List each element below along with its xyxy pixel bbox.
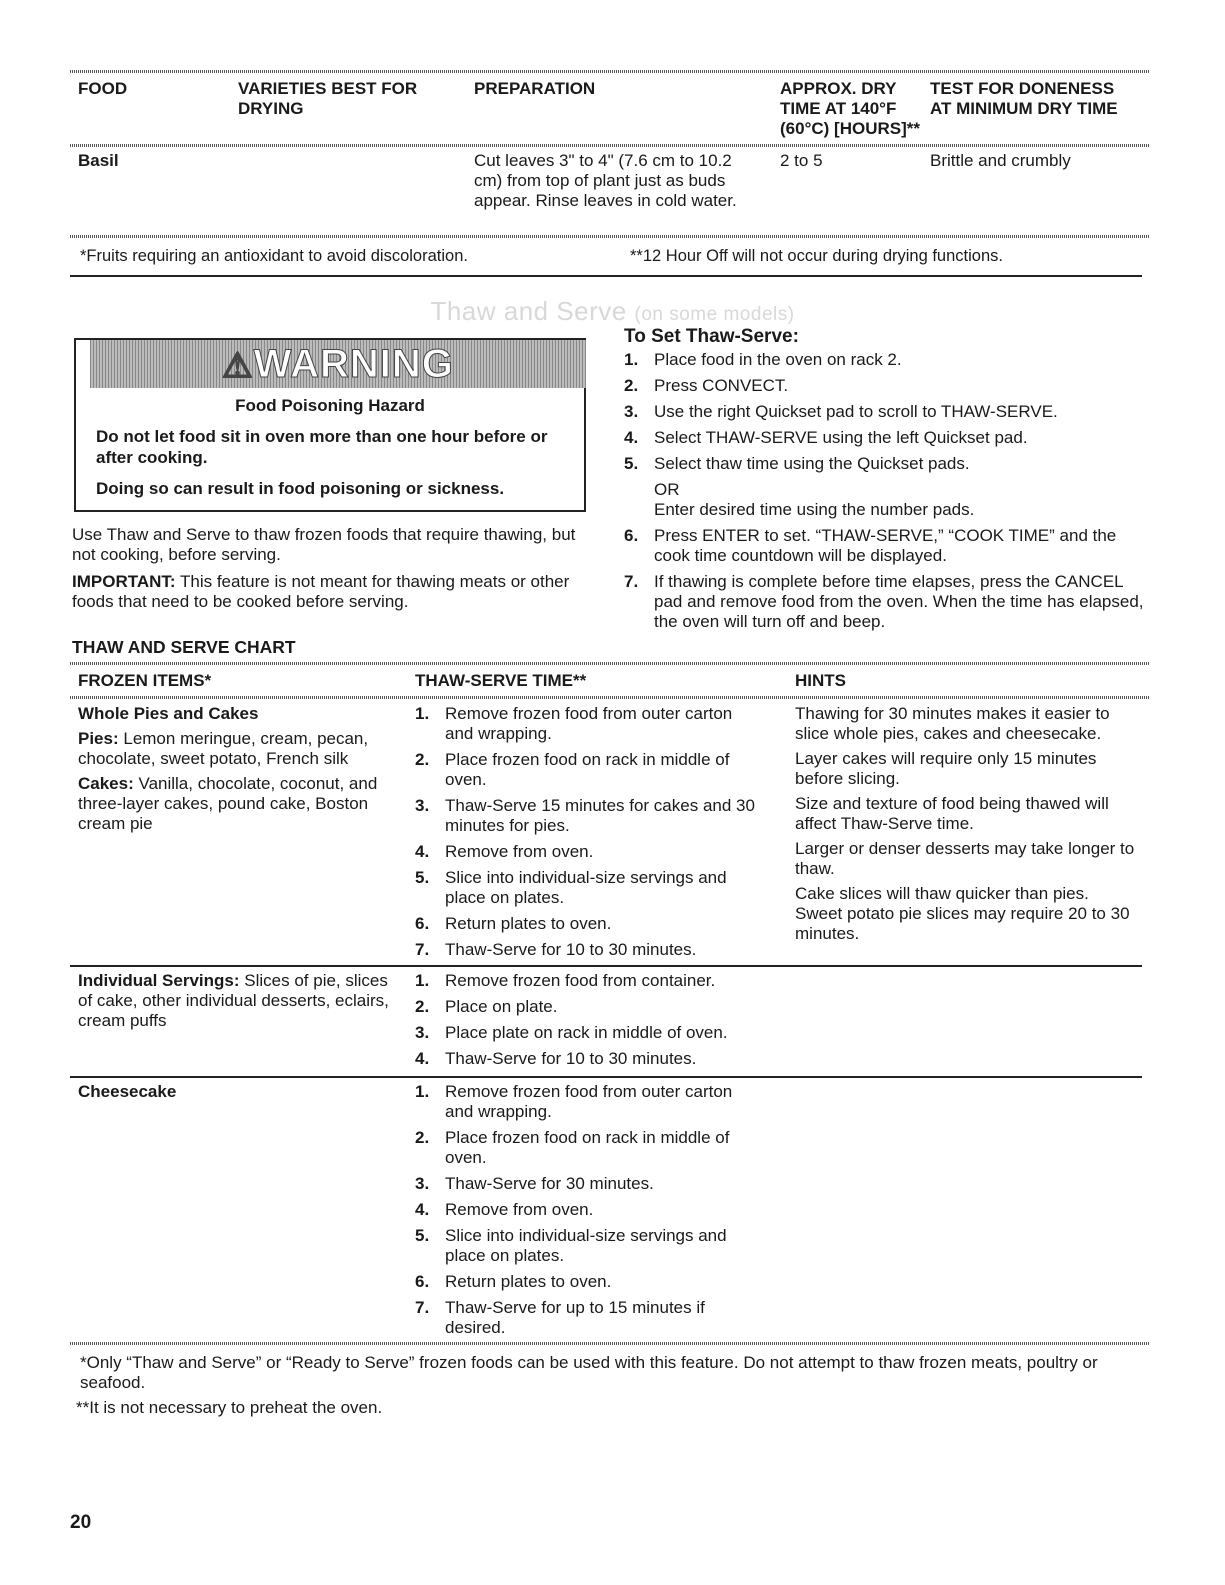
section-title: [0, 296, 1225, 327]
step-text: Remove from oven.: [445, 1200, 594, 1219]
set-step: [624, 350, 1144, 370]
step-text: Thaw-Serve for up to 15 minutes if desired.: [445, 1298, 705, 1337]
chart-step: [415, 914, 760, 934]
chart-step: [415, 1200, 760, 1220]
chart-step: [415, 750, 760, 790]
hint: Thawing for 30 minutes makes it easier to slice whole pies, cakes and cheesecake.: [795, 704, 1110, 743]
step-text: Return plates to oven.: [445, 914, 612, 933]
dry-header-time-l2: TIME AT 140°F: [780, 99, 897, 118]
chart-top-rule: [70, 662, 1150, 665]
step-number: 5.: [415, 1226, 430, 1245]
step-number: 1.: [415, 971, 430, 990]
item-label: Individual Servings:: [78, 971, 240, 990]
chart-footnote-2: **It is not necessary to preheat the oven.: [76, 1398, 383, 1417]
step-number: 3.: [624, 402, 639, 421]
dry-header-time-l1: APPROX. DRY: [780, 79, 897, 98]
set-step: [624, 572, 1144, 632]
step-number: 7.: [415, 940, 430, 959]
set-thaw-section: [624, 326, 1144, 638]
chart-row-3-item: Cheesecake: [78, 1082, 177, 1101]
warning-word: WARNING: [253, 342, 454, 386]
step-alt: Enter desired time using the number pads.: [654, 500, 975, 519]
chart-step: [415, 1023, 760, 1043]
step-number: 6.: [415, 914, 430, 933]
step-text: Thaw-Serve 15 minutes for cakes and 30 minutes for pies.: [445, 796, 755, 835]
step-number: 1.: [415, 1082, 430, 1101]
chart-bottom-rule: [70, 1342, 1150, 1345]
warning-line2: Doing so can result in food poisoning or sickness.: [96, 479, 505, 498]
chart-header-items: FROZEN ITEMS*: [78, 671, 212, 690]
step-number: 2.: [415, 750, 430, 769]
page-number: 20: [70, 1512, 92, 1533]
step-text: Use the right Quickset pad to scroll to THAW-SERVE.: [654, 402, 1058, 421]
chart-row-1-hints: [795, 704, 1140, 949]
step-text: Remove frozen food from container.: [445, 971, 716, 990]
chart-step: [415, 842, 760, 862]
item-text: Lemon meringue, cream, pecan, chocolate, sweet potato, French silk: [78, 729, 369, 768]
warning-hazard: Food Poisoning Hazard: [235, 396, 425, 415]
step-text: Return plates to oven.: [445, 1272, 612, 1291]
chart-row-3-steps: [415, 1082, 760, 1344]
dry-header-time-l3: (60°C) [HOURS]**: [780, 119, 920, 138]
dry-header-varieties: [238, 79, 417, 119]
section-title-sub: (on some models): [634, 304, 795, 325]
step-text: Press ENTER to set. “THAW-SERVE,” “COOK TIME” and the cook time countdown will be displayed.: [654, 526, 1117, 565]
dry-header-preparation: PREPARATION: [474, 79, 596, 98]
section-title-main: Thaw and Serve: [430, 296, 627, 326]
step-number: 3.: [415, 796, 430, 815]
dry-row-food: Basil: [78, 151, 119, 170]
important-text: This feature is not meant for thawing meats or other foods that need to be cooked before serving.: [72, 572, 570, 611]
step-number: 1.: [624, 350, 639, 369]
step-number: 5.: [415, 868, 430, 887]
step-number: 7.: [415, 1298, 430, 1317]
item-label: Cakes:: [78, 774, 134, 793]
item-label: Pies:: [78, 729, 119, 748]
dry-header-food: FOOD: [78, 79, 128, 98]
chart-step: [415, 997, 760, 1017]
step-text: Thaw-Serve for 30 minutes.: [445, 1174, 654, 1193]
step-number: 2.: [415, 1128, 430, 1147]
step-text: Remove frozen food from outer carton and wrapping.: [445, 1082, 733, 1121]
item-line: [78, 774, 403, 834]
chart-row-2-steps: [415, 971, 760, 1075]
chart-step: [415, 1049, 760, 1069]
dry-header-time: [780, 79, 920, 139]
dry-header-varieties-l1: VARIETIES BEST FOR: [238, 79, 418, 98]
chart-step: [415, 1226, 760, 1266]
set-thaw-heading: To Set Thaw-Serve:: [624, 326, 799, 347]
step-text: Slice into individual-size servings and place on plates.: [445, 868, 727, 907]
step-text: Slice into individual-size servings and place on plates.: [445, 1226, 727, 1265]
step-text: If thawing is complete before time elapses, press the CANCEL pad and remove food from the oven. When the time has elapsed, the oven will turn off and beep.: [654, 572, 1144, 631]
table-header-rule: [70, 144, 1150, 147]
hint: Layer cakes will require only 15 minutes before slicing.: [795, 749, 1097, 788]
step-text: Remove from oven.: [445, 842, 594, 861]
dry-row-preparation: Cut leaves 3" to 4" (7.6 cm to 10.2 cm) from top of plant just as buds appear. Rinse leaves in cold water.: [474, 151, 737, 210]
warning-line1: Do not let food sit in oven more than one hour before or after cooking.: [96, 427, 548, 467]
set-step: [624, 402, 1144, 422]
step-text: Select thaw time using the Quickset pads.: [654, 454, 970, 473]
item-text: Vanilla, chocolate, coconut, and three-layer cakes, pound cake, Boston cream pie: [78, 774, 378, 833]
chart-step: [415, 1128, 760, 1168]
chart-footnote-1: *Only “Thaw and Serve” or “Ready to Serve” frozen foods can be used with this feature. Do not attempt to thaw frozen meats, poultry or seafood.: [80, 1353, 1098, 1392]
step-number: 2.: [624, 376, 639, 395]
step-text: Place food in the oven on rack 2.: [654, 350, 902, 369]
set-step: [624, 454, 1144, 520]
section-divider: [70, 275, 1142, 277]
dry-header-test-l2: AT MINIMUM DRY TIME: [930, 99, 1118, 118]
step-number: 4.: [415, 1200, 430, 1219]
step-text: Press CONVECT.: [654, 376, 789, 395]
chart-step: [415, 971, 760, 991]
step-text: Place plate on rack in middle of oven.: [445, 1023, 728, 1042]
chart-row-divider: [70, 965, 1142, 967]
chart-step: [415, 940, 760, 960]
warning-heading: [90, 340, 586, 388]
set-step: [624, 376, 1144, 396]
dry-header-test: [930, 79, 1118, 119]
table-bottom-rule: [70, 235, 1150, 238]
set-step: [624, 526, 1144, 566]
chart-title: THAW AND SERVE CHART: [72, 637, 296, 657]
dry-row-time: 2 to 5: [780, 151, 823, 170]
chart-step: [415, 1298, 760, 1338]
chart-step: [415, 868, 760, 908]
item-text: Slices of pie, slices of cake, other individual desserts, eclairs, cream puffs: [78, 971, 389, 1030]
step-text: Place frozen food on rack in middle of oven.: [445, 1128, 730, 1167]
chart-row-divider: [70, 1076, 1142, 1078]
step-number: 1.: [415, 704, 430, 723]
step-text: Thaw-Serve for 10 to 30 minutes.: [445, 1049, 697, 1068]
step-text: Select THAW-SERVE using the left Quickset pad.: [654, 428, 1028, 447]
step-number: 2.: [415, 997, 430, 1016]
dry-header-test-l1: TEST FOR DONENESS: [930, 79, 1115, 98]
step-number: 4.: [624, 428, 639, 447]
step-text: Thaw-Serve for 10 to 30 minutes.: [445, 940, 697, 959]
intro-text: Use Thaw and Serve to thaw frozen foods that require thawing, but not cooking, before serving.: [72, 525, 576, 564]
step-number: 6.: [415, 1272, 430, 1291]
step-number: 3.: [415, 1174, 430, 1193]
item-title: Whole Pies and Cakes: [78, 704, 259, 723]
dry-header-varieties-l2: DRYING: [238, 99, 304, 118]
dry-footnote-left: *Fruits requiring an antioxidant to avoid discoloration.: [80, 247, 468, 265]
warning-triangle-icon: ⚠: [222, 347, 254, 385]
step-text: Place frozen food on rack in middle of oven.: [445, 750, 730, 789]
item-line: [78, 729, 403, 769]
important-note: [72, 572, 592, 612]
step-number: 5.: [624, 454, 639, 473]
hint: Cake slices will thaw quicker than pies. Sweet potato pie slices may require 20 to 30 minutes.: [795, 884, 1130, 943]
chart-row-1-steps: [415, 704, 760, 966]
step-number: 4.: [415, 842, 430, 861]
chart-row-1-item: [78, 704, 403, 834]
chart-step: [415, 704, 760, 744]
step-or: OR: [654, 480, 680, 499]
set-step: [624, 428, 1144, 448]
step-number: 4.: [415, 1049, 430, 1068]
hint: Larger or denser desserts may take longer to thaw.: [795, 839, 1135, 878]
chart-step: [415, 1174, 760, 1194]
step-number: 6.: [624, 526, 639, 545]
step-text: Place on plate.: [445, 997, 558, 1016]
table-top-rule: [70, 70, 1150, 73]
step-number: 3.: [415, 1023, 430, 1042]
chart-step: [415, 796, 760, 836]
important-label: IMPORTANT:: [72, 572, 176, 591]
chart-step: [415, 1082, 760, 1122]
set-thaw-steps: [624, 350, 1144, 632]
chart-step: [415, 1272, 760, 1292]
step-number: 7.: [624, 572, 639, 591]
chart-header-hints: HINTS: [795, 671, 846, 690]
chart-header-rule: [70, 696, 1150, 699]
step-text: Remove frozen food from outer carton and wrapping.: [445, 704, 733, 743]
chart-header-time: THAW-SERVE TIME**: [415, 671, 587, 690]
dry-footnote-right: **12 Hour Off will not occur during drying functions.: [630, 247, 1003, 265]
chart-row-2-item: [78, 971, 403, 1031]
dry-row-test: Brittle and crumbly: [930, 151, 1071, 170]
hint: Size and texture of food being thawed will affect Thaw-Serve time.: [795, 794, 1109, 833]
